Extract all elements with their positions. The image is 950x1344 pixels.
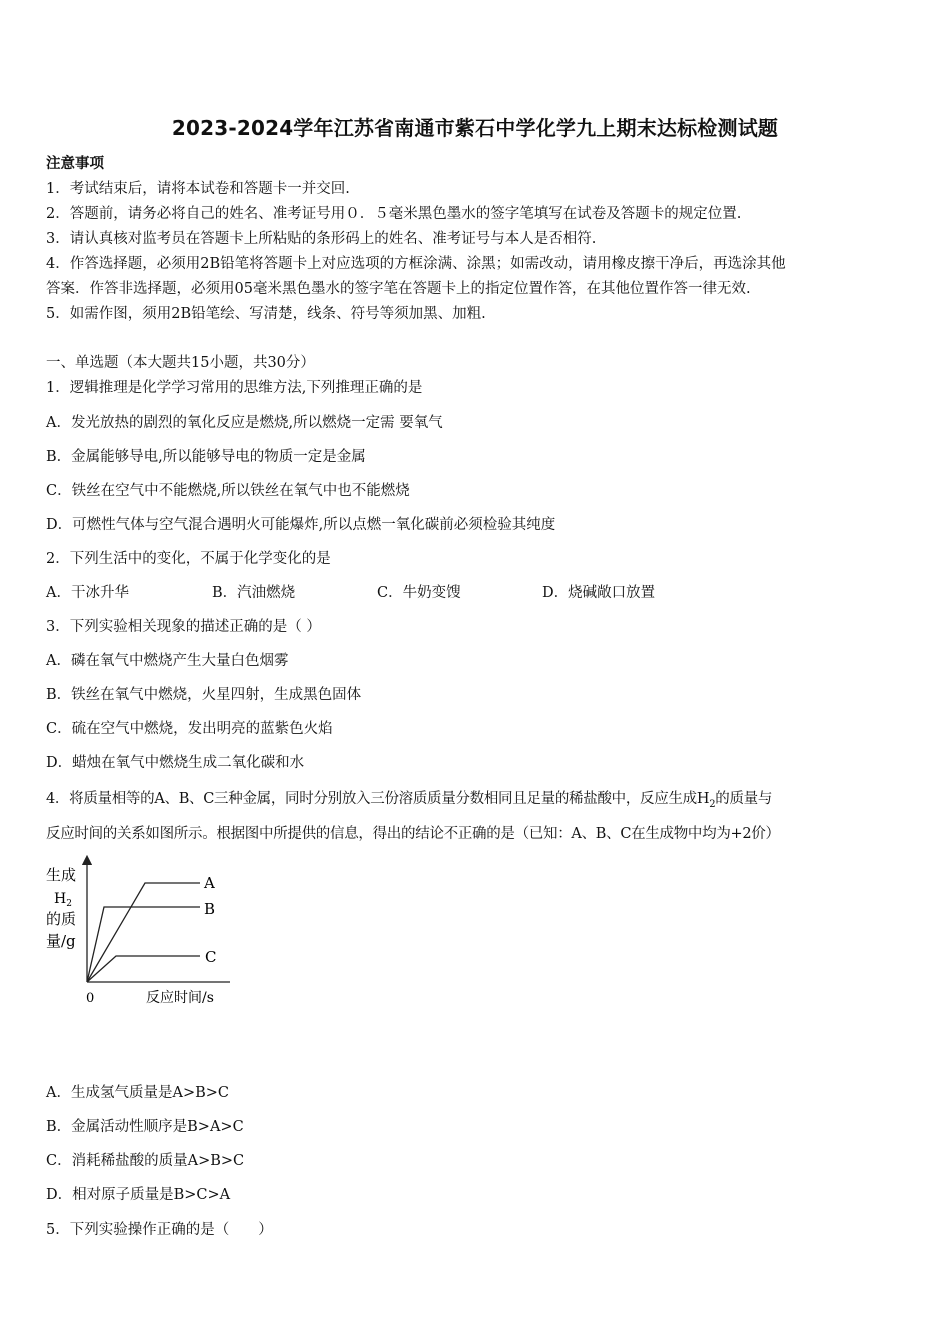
curve-b <box>87 907 200 982</box>
q4-stem-line1 <box>46 787 772 810</box>
q2-option-d: D．烧碱敞口放置 <box>542 585 656 601</box>
y-label-h: H <box>54 891 67 907</box>
q4-stem-part: 的质量与 <box>715 791 773 807</box>
q3-option-b: B．铁丝在氧气中燃烧，火星四射，生成黑色固体 <box>46 687 362 703</box>
q2-options <box>46 581 746 601</box>
q1-option-a: A．发光放热的剧烈的氧化反应是燃烧,所以燃烧一定需 要氧气 <box>46 415 443 431</box>
curve-b-label: B <box>204 900 216 918</box>
q4-graph <box>40 852 240 1012</box>
q1-option-c: C．铁丝在空气中不能燃烧,所以铁丝在氧气中也不能燃烧 <box>46 483 410 499</box>
notice-item: 2．答题前，请务必将自己的姓名、准考证号用０．５毫米黑色墨水的签字笔填写在试卷及答题卡的规定位置. <box>46 206 742 222</box>
q4-option-a: A．生成氢气质量是A>B>C <box>46 1085 229 1101</box>
y-label-sub: 2 <box>66 899 72 909</box>
notice-item: 答案．作答非选择题，必须用05毫米黑色墨水的签字笔在答题卡上的指定位置作答，在其他位置作答一律无效. <box>46 281 751 297</box>
q2-option-c: C．牛奶变馊 <box>377 585 461 601</box>
q3-option-a: A．磷在氧气中燃烧产生大量白色烟雾 <box>46 653 289 669</box>
y-label-line3: 的质 <box>46 910 77 928</box>
section-heading: 一、单选题（本大题共15小题，共30分） <box>46 355 315 371</box>
q2-option-b: B．汽油燃烧 <box>212 585 296 601</box>
notice-item: 5．如需作图，须用2B铅笔绘、写清楚，线条、符号等须加黑、加粗. <box>46 306 486 322</box>
q3-option-d: D．蜡烛在氧气中燃烧生成二氧化碳和水 <box>46 755 305 771</box>
q3-stem: 3．下列实验相关现象的描述正确的是（ ） <box>46 619 321 635</box>
q4-stem-sub: 2 <box>709 798 716 810</box>
notice-item: 3．请认真核对监考员在答题卡上所粘贴的条形码上的姓名、准考证号与本人是否相符. <box>46 231 597 247</box>
notice-item: 4．作答选择题，必须用2B铅笔将答题卡上对应选项的方框涂满、涂黑；如需改动，请用橡皮擦干净后，再选涂其他 <box>46 256 786 272</box>
q4-option-b: B．金属活动性顺序是B>A>C <box>46 1119 244 1135</box>
page-title: 2023-2024学年江苏省南通市紫石中学化学九上期末达标检测试题 <box>171 116 779 140</box>
curve-a-label: A <box>204 874 215 892</box>
curve-c-label: C <box>205 948 217 966</box>
origin-label: 0 <box>86 991 95 1006</box>
x-axis-label: 反应时间/s <box>146 990 214 1006</box>
y-label-line4: 量/g <box>46 932 76 950</box>
q4-stem-part: 4．将质量相等的A、B、C三种金属，同时分别放入三份溶质质量分数相同且足量的稀盐酸中，反应生成H <box>46 791 710 807</box>
q4-option-d: D．相对原子质量是B>C>A <box>46 1187 231 1203</box>
q1-option-d: D．可燃性气体与空气混合遇明火可能爆炸,所以点燃一氧化碳前必须检验其纯度 <box>46 517 556 533</box>
q5-stem: 5．下列实验操作正确的是（ ） <box>46 1222 273 1238</box>
q4-stem-line2: 反应时间的关系如图所示。根据图中所提供的信息，得出的结论不正确的是（已知：A、B、C在生成物中均为+2价） <box>46 826 780 842</box>
q2-stem: 2．下列生活中的变化，不属于化学变化的是 <box>46 551 331 567</box>
y-label-line2 <box>54 891 72 909</box>
curve-c <box>87 956 200 982</box>
q3-option-c: C．硫在空气中燃烧，发出明亮的蓝紫色火焰 <box>46 721 333 737</box>
q1-option-b: B．金属能够导电,所以能够导电的物质一定是金属 <box>46 449 366 465</box>
q4-option-c: C．消耗稀盐酸的质量A>B>C <box>46 1153 245 1169</box>
q2-option-a: A．干冰升华 <box>46 585 129 601</box>
notice-heading: 注意事项 <box>46 155 104 172</box>
q1-stem: 1．逻辑推理是化学学习常用的思维方法,下列推理正确的是 <box>46 380 423 396</box>
notice-item: 1．考试结束后，请将本试卷和答题卡一并交回. <box>46 181 350 197</box>
y-label-line1: 生成 <box>46 866 77 884</box>
